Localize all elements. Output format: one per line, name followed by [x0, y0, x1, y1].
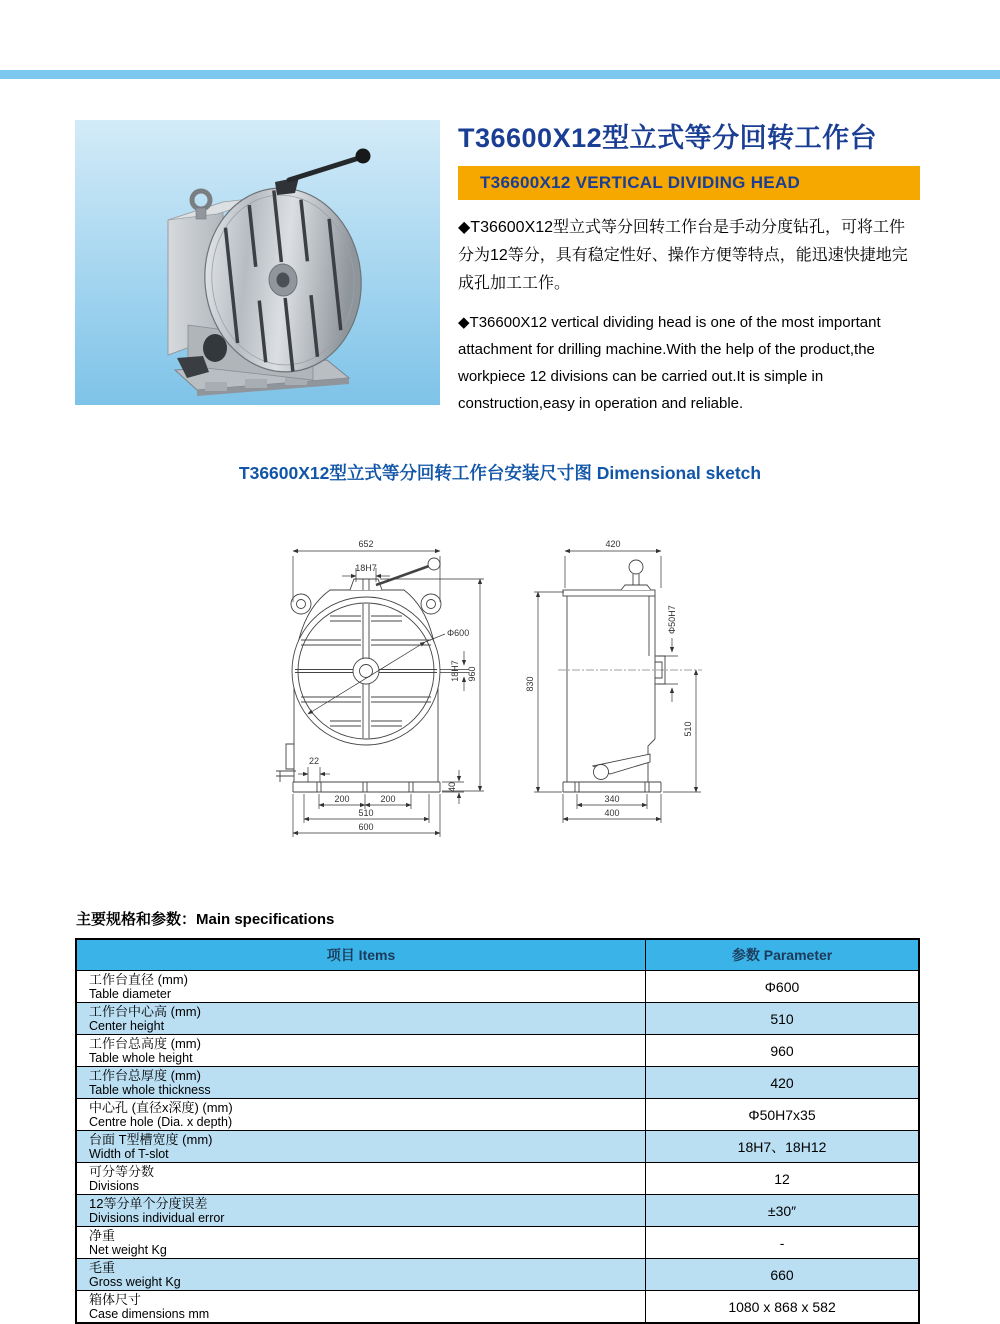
product-subtitle-banner [458, 166, 920, 200]
specs-heading: 主要规格和参数：Main specifications [76, 911, 335, 928]
spec-item-cn: 台面 T型槽宽度 (mm) [89, 1131, 213, 1147]
spec-item-en: Divisions individual error [89, 1210, 225, 1225]
spec-item-cell [76, 1291, 646, 1324]
spec-item-cn: 工作台直径 (mm) [89, 971, 188, 987]
dim-side-base-inner: 340 [604, 794, 620, 804]
spec-item-en: Case dimensions mm [89, 1306, 210, 1321]
dim-pitch-left: 200 [334, 794, 350, 804]
spec-item-en: Table whole thickness [89, 1082, 211, 1097]
spec-value: 510 [646, 1003, 919, 1035]
spec-value: Φ50H7x35 [646, 1099, 919, 1131]
product-info [458, 120, 920, 417]
dim-base-height: 40 [447, 781, 457, 793]
table-row [76, 1003, 919, 1035]
dim-total-height: 960 [467, 666, 477, 682]
product-section [75, 120, 920, 417]
spec-value: 960 [646, 1035, 919, 1067]
spec-item-en: Table diameter [89, 986, 171, 1001]
spec-item-en: Centre hole (Dia. x depth) [89, 1114, 233, 1129]
spec-item-cn: 毛重 [89, 1259, 116, 1275]
dim-slot-top: 18H7 [355, 563, 377, 573]
spec-item-cell [76, 971, 646, 1003]
dim-base-inner: 510 [358, 808, 374, 818]
spec-item-cell [76, 1163, 646, 1195]
spec-item-cell [76, 1035, 646, 1067]
table-row [76, 1035, 919, 1067]
spec-item-en: Table whole height [89, 1050, 193, 1065]
specs-header-row [76, 939, 919, 971]
table-row [76, 971, 919, 1003]
spec-value: 12 [646, 1163, 919, 1195]
dim-centre-height: 510 [683, 721, 693, 737]
dim-front-width: 652 [358, 539, 374, 549]
spec-item-cn: 可分等分数 [89, 1163, 155, 1179]
spec-item-en: Gross weight Kg [89, 1274, 181, 1289]
technical-drawing [268, 524, 708, 861]
spec-value: Φ600 [646, 971, 919, 1003]
dim-offset-left: 22 [308, 756, 320, 766]
spec-value: ±30″ [646, 1195, 919, 1227]
spec-item-en: Divisions [89, 1178, 140, 1193]
spec-item-cn: 净重 [89, 1227, 116, 1243]
table-row [76, 1259, 919, 1291]
top-accent-bar [0, 70, 1000, 79]
table-row [76, 1163, 919, 1195]
dim-side-base-width: 400 [604, 808, 620, 818]
spec-item-cell [76, 1227, 646, 1259]
table-row [76, 1195, 919, 1227]
spec-item-cell [76, 1259, 646, 1291]
dim-pitch-right: 200 [380, 794, 396, 804]
spec-item-en: Center height [89, 1018, 165, 1033]
table-row [76, 1067, 919, 1099]
spec-item-en: Net weight Kg [89, 1242, 167, 1257]
spec-item-cell [76, 1195, 646, 1227]
spec-item-cn: 中心孔 (直径x深度) (mm) [89, 1099, 233, 1115]
dim-base-width: 600 [358, 822, 374, 832]
spec-value: - [646, 1227, 919, 1259]
description-chinese: ◆T36600X12型立式等分回转工作台是手动分度钻孔，可将工件分为12等分，具有稳定性好、操作方便等特点，能迅速快捷地完成孔加工工作。 [458, 219, 908, 293]
description-english: ◆T36600X12 vertical dividing head is one of the most important attachment for drilling machine.With the help of the product,the workpiece 12 divisions can be carried out.It is simple in construction,easy in operation and reliable. [458, 314, 881, 413]
dim-table-diameter: Φ600 [447, 628, 470, 638]
spec-item-en: Width of T-slot [89, 1146, 169, 1161]
table-row [76, 1131, 919, 1163]
product-photo-illustration [75, 120, 440, 405]
column-header-parameter: 参数 Parameter [646, 939, 919, 971]
page-title: T36600X12型立式等分回转工作台 [458, 123, 878, 153]
front-view [276, 558, 441, 792]
specs-table [75, 938, 920, 1324]
table-row [76, 1291, 919, 1324]
dim-centre-hole: Φ50H7 [667, 605, 677, 634]
spec-item-cn: 工作台总厚度 (mm) [89, 1067, 201, 1083]
spec-item-cell [76, 1067, 646, 1099]
spec-item-cell [76, 1003, 646, 1035]
dimensional-sketch-heading: T36600X12型立式等分回转工作台安装尺寸图 Dimensional sketch [238, 463, 762, 483]
spec-item-cell [76, 1131, 646, 1163]
column-header-items: 项目 Items [76, 939, 646, 971]
spec-item-cn: 箱体尺寸 [89, 1291, 142, 1307]
spec-value: 420 [646, 1067, 919, 1099]
side-view [558, 560, 702, 792]
spec-item-cn: 工作台中心高 (mm) [89, 1003, 201, 1019]
dim-side-width: 420 [605, 539, 621, 549]
product-photo [75, 120, 440, 405]
dim-body-height: 830 [525, 676, 535, 692]
product-subtitle-label: T36600X12 VERTICAL DIVIDING HEAD [480, 173, 801, 193]
spec-item-cn: 12等分单个分度误差 [89, 1195, 208, 1211]
dim-slot-center: 18H7 [450, 660, 460, 682]
spec-item-cell [76, 1099, 646, 1131]
spec-item-cn: 工作台总高度 (mm) [89, 1035, 201, 1051]
spec-value: 18H7、18H12 [646, 1131, 919, 1163]
spec-value: 1080 x 868 x 582 [646, 1291, 919, 1324]
table-row [76, 1099, 919, 1131]
spec-value: 660 [646, 1259, 919, 1291]
table-row [76, 1227, 919, 1259]
